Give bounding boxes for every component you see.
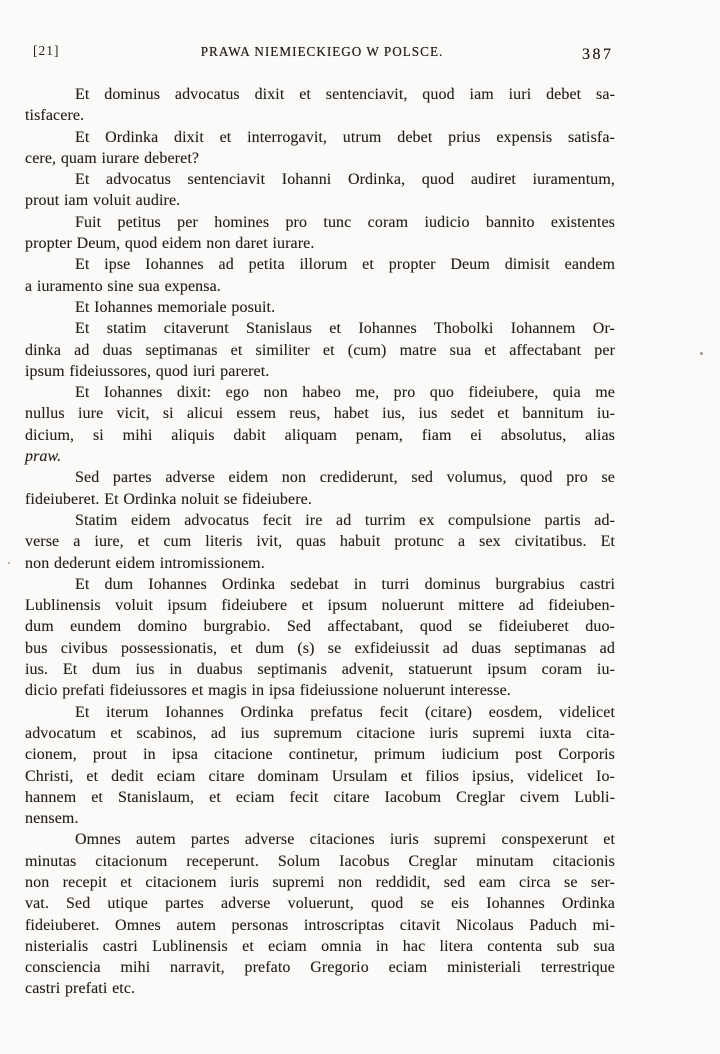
text-line: fideiuberet. Omnes autem personas introscriptas citavit Nicolaus Paduch mi- [25, 916, 615, 934]
text-line: Et advocatus sentenciavit Iohanni Ordinka, quod audiret iuramentum, [75, 171, 615, 189]
paragraph [25, 297, 615, 318]
text-line: Et iterum Iohannes Ordinka prefatus fecit (citare) eosdem, videlicet [75, 703, 615, 721]
text-line: non dederunt eidem intromissionem. [25, 554, 265, 572]
scan-speck [8, 562, 10, 564]
text-line: nensem. [25, 810, 79, 828]
paragraph [25, 467, 615, 510]
text-line: advocatum et scabinos, ad ius supremum citacione iuris supremi iuxta cita- [25, 724, 615, 742]
text-line: hannem et Stanislaum, et eciam fecit citare Iacobum Creglar civem Lubli- [25, 788, 615, 806]
text-line: Fuit petitus per homines pro tunc coram iudicio bannito existentes [75, 213, 615, 231]
paragraph [25, 169, 615, 212]
text-line: Et Iohannes dixit: ego non habeo me, pro quo fideiubere, quia me [75, 384, 615, 402]
text-line: vat. Sed utique partes adverse voluerunt, quod se eis Iohannes Ordinka [25, 895, 615, 913]
text-line: dum eundem domino burgrabio. Sed affectabant, quod se fideiuberet duo- [25, 618, 615, 636]
paragraph [25, 829, 615, 999]
text-line: non recepit et citacionem iuris supremi non reddidit, sed eam circa se ser- [25, 873, 615, 891]
text-line: Et dum Iohannes Ordinka sedebat in turri dominus burgrabius castri [75, 575, 615, 593]
text-line: bus civibus possessionatis, et dum (s) se exfideiussit ad duas septimanas ad [25, 639, 615, 657]
text-line: Omnes autem partes adverse citaciones iuris supremi conspexerunt et [75, 831, 615, 849]
text-line: nullus iure vicit, si alicui essem reus, habet ius, ius sedet et bannitum iu- [25, 405, 615, 423]
text-line: tisfacere. [25, 107, 85, 125]
text-line: dicio prefati fideiussores et magis in ipsa fideiussione noluerunt interesse. [25, 682, 511, 700]
page-number: 387 [582, 46, 614, 63]
paragraph [25, 127, 615, 170]
text-line: ius. Et dum ius in duabus septimanis advenit, statuerunt ipsum coram iu- [25, 661, 615, 679]
text-line: minutas citacionum receperunt. Solum Iacobus Creglar minutam citacionis [25, 852, 615, 870]
text-line: castri prefati etc. [25, 980, 136, 998]
paragraph [25, 382, 615, 467]
text-line: a iuramento sine sua expensa. [25, 277, 221, 295]
text-line: verse a iure, et cum literis ivit, quas habuit protunc a sex civitatibus. Et [25, 533, 615, 551]
text-line: praw. [25, 448, 62, 466]
text-line: consciencia mihi narravit, prefato Gregorio eciam ministeriali terrestrique [25, 959, 615, 977]
paragraph [25, 212, 615, 255]
paragraph [25, 702, 615, 830]
text-line: Et dominus advocatus dixit et sentenciavit, quod iam iuri debet sa- [75, 86, 615, 103]
scan-speck [700, 352, 703, 355]
issue-mark: [21] [33, 43, 60, 58]
text-line: cere, quam iurare deberet? [25, 149, 200, 167]
text-line: Et Ordinka dixit et interrogavit, utrum debet prius expensis satisfa- [75, 128, 615, 146]
paragraph [25, 510, 615, 574]
paragraph [25, 318, 615, 382]
text-line: nisterialis castri Lublinensis et eciam omnia in hac litera contenta sub sua [25, 937, 615, 955]
text-line: Et Iohannes memoriale posuit. [75, 298, 276, 316]
text-line: Statim eidem advocatus fecit ire ad turrim ex compulsione partis ad- [75, 511, 615, 529]
text-block [25, 84, 615, 1000]
text-line: fideiuberet. Et Ordinka noluit se fideiubere. [25, 490, 312, 508]
text-line: dicium, si mihi aliquis dabit aliquam penam, fiam ei absolutus, alias [25, 426, 615, 444]
text-line: prout iam voluit audire. [25, 192, 181, 210]
text-line: ipsum fideiussores, quod iuri pareret. [25, 362, 270, 380]
running-title: PRAWA NIEMIECKIEGO W POLSCE. [200, 44, 444, 59]
text-line: Et statim citaverunt Stanislaus et Iohannes Thobolki Iohannem Or- [75, 320, 615, 338]
text-line: Lublinensis voluit ipsum fideiubere et ipsum noluerunt mittere ad fideiuben- [25, 597, 615, 615]
text-line: dinka ad duas septimanas et similiter et (cum) matre sua et affectabant per [25, 341, 615, 359]
text-line: Et ipse Iohannes ad petita illorum et propter Deum dimisit eandem [75, 256, 615, 274]
paragraph [25, 84, 615, 127]
paragraph [25, 254, 615, 297]
paragraph [25, 574, 615, 702]
text-line: cionem, prout in ipsa citacione continetur, primum iudicium post Corporis [25, 746, 615, 764]
text-line: Christi, et dedit eciam citare dominam Ursulam et filios ipsius, videlicet Io- [25, 767, 615, 785]
text-line: Sed partes adverse eidem non crediderunt, sed volumus, quod pro se [75, 469, 615, 487]
text-line: propter Deum, quod eidem non daret iurare. [25, 235, 315, 253]
